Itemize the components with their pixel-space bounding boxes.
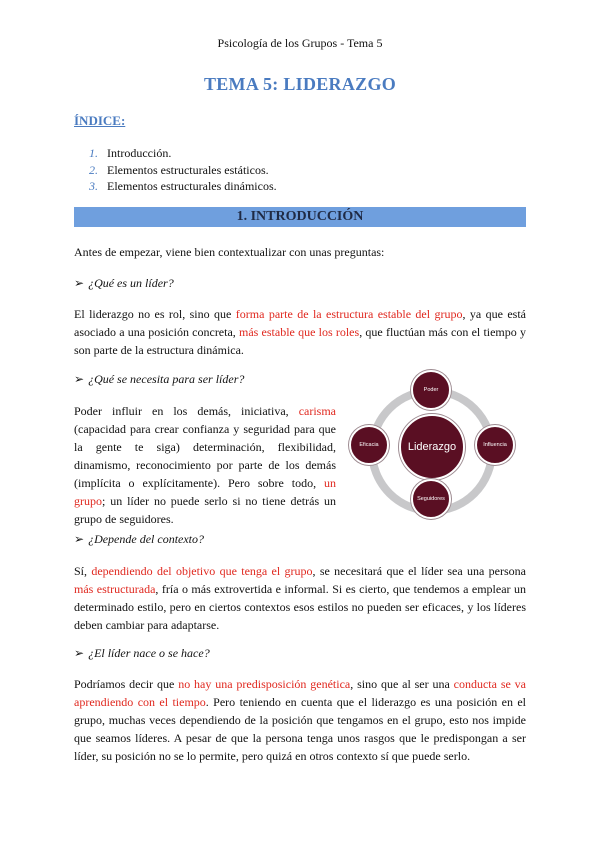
- intro-paragraph: Antes de empezar, viene bien contextualizar con unas preguntas:: [74, 245, 385, 259]
- arrow-bullet-icon: ➢: [74, 276, 85, 290]
- diagram-node-top: Poder: [411, 370, 451, 410]
- question-que-se-necesita: ➢ ¿Qué se necesita para ser líder?: [74, 372, 245, 386]
- paragraph-que-es-lider: El liderazgo no es rol, sino que forma parte de la estructura estable del grupo, ya que está asociado a una posición concreta, más estable que los roles, que fluctúan más con el tiempo y son parte de la estructura dinámica.: [74, 307, 527, 357]
- question-depende-contexto: ➢ ¿Depende del contexto?: [74, 532, 205, 546]
- arrow-bullet-icon: ➢: [74, 372, 85, 386]
- index-item: 2. Elementos estructurales estáticos.: [89, 162, 269, 177]
- running-header: Psicología de los Grupos - Tema 5: [217, 36, 383, 50]
- diagram-node-right: Influencia: [475, 425, 515, 465]
- paragraph-depende-contexto: Sí, dependiendo del objetivo que tenga el grupo, se necesitará que el líder sea una persona más estructurada, fría o más extrovertida e informal. Si es cierto, que tendemos a emplear un determinado estilo, pero en ciertos contextos esos estilos no pueden ser eficaces, y los líderes deben cambiar para adaptarse.: [74, 564, 526, 632]
- arrow-bullet-icon: ➢: [74, 646, 85, 660]
- document-title: TEMA 5: LIDERAZGO: [203, 74, 397, 94]
- question-que-es-lider: ➢ ¿Qué es un líder?: [74, 276, 174, 290]
- paragraph-nace-o-se-hace: Podríamos decir que no hay una predisposición genética, sino que al ser una conducta se va aprendiendo con el tiempo. Pero teniendo en cuenta que el liderazgo es una posición en el grupo, muchas veces dependiendo de la posición que tengamos en el grupo, esto nos impide que seamos líderes. A pesar de que la persona tenga unos rasgos que le predispongan a ser líder, su posición no se lo permite, pero quizá en otros contexto sí que puede serlo.: [74, 677, 527, 763]
- diagram-node-bottom: Seguidores: [411, 479, 451, 519]
- index-list: [89, 145, 277, 195]
- paragraph-que-se-necesita: Poder influir en los demás, iniciativa, carisma (capacidad para crear confianza y seguridad para que la gente te siga) determinación, flexibilidad, dinamismo, reconocimiento por parte de los demás (implícita o explícitamente). Pero sobre todo, un grupo; un líder no puede serlo si no tiene detrás un grupo de seguidores.: [74, 404, 336, 526]
- diagram-node-center: Liderazgo: [399, 414, 465, 480]
- index-item: 1. Introducción.: [89, 146, 172, 160]
- liderazgo-diagram: [344, 365, 520, 529]
- section-heading-introduccion: 1. INTRODUCCIÓN: [74, 207, 526, 227]
- arrow-bullet-icon: ➢: [74, 532, 85, 546]
- question-nace-o-se-hace: ➢ ¿El líder nace o se hace?: [74, 646, 210, 660]
- index-heading: ÍNDICE:: [74, 113, 126, 128]
- diagram-node-left: Eficacia: [349, 425, 389, 465]
- index-item: 3. Elementos estructurales dinámicos.: [89, 179, 277, 193]
